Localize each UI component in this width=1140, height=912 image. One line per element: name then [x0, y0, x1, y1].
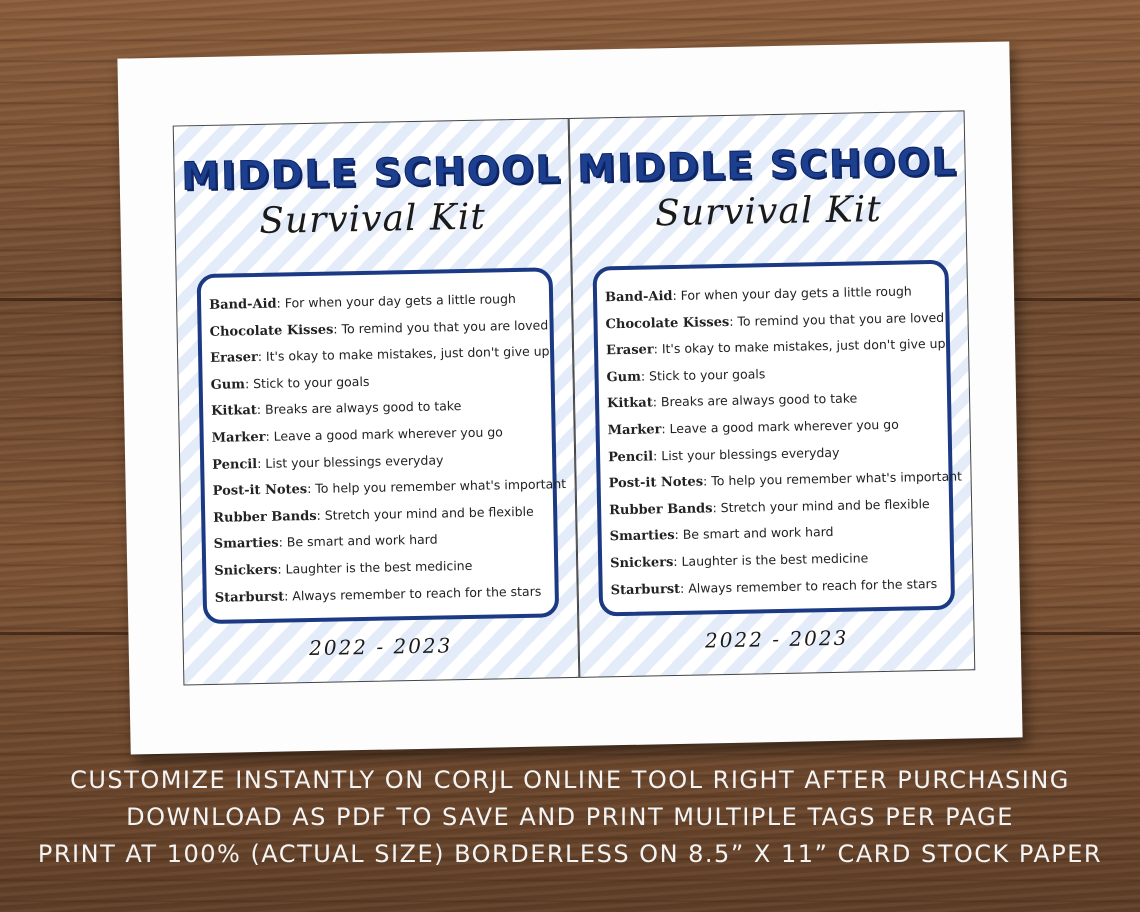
card-subtitle: Survival Kit — [654, 188, 883, 235]
list-item: Post-it Notes: To help you remember what's important — [608, 468, 963, 492]
list-item: Starburst: Always remember to reach for the stars — [610, 575, 938, 598]
item-list-box — [592, 260, 963, 617]
caption-line-2: DOWNLOAD AS PDF TO SAVE AND PRINT MULTIPLE TAGS PER PAGE — [126, 803, 1014, 831]
card-title: MIDDLE SCHOOL — [181, 147, 563, 199]
list-item: Smarties: Be smart and work hard — [213, 531, 438, 553]
list-item: Rubber Bands: Stretch your mind and be flexible — [213, 503, 534, 526]
school-year: 2022 - 2023 — [308, 633, 453, 661]
list-item: Band-Aid: For when your day gets a little rough — [604, 283, 912, 306]
list-item: Smarties: Be smart and work hard — [609, 524, 834, 545]
list-item: Marker: Leave a good mark wherever you go — [607, 416, 899, 439]
list-item: Starburst: Always remember to reach for the stars — [214, 583, 542, 606]
item-list-box — [197, 267, 567, 624]
survival-kit-card — [173, 118, 580, 685]
list-item: Post-it Notes: To help you remember what's important — [212, 476, 567, 500]
caption-line-3: PRINT AT 100% (ACTUAL SIZE) BORDERLESS ON 8.5” X 11” CARD STOCK PAPER — [37, 840, 1103, 868]
list-item: Snickers: Laughter is the best medicine — [610, 550, 869, 572]
card-title: MIDDLE SCHOOL — [577, 139, 959, 191]
list-item: Rubber Bands: Stretch your mind and be flexible — [609, 495, 930, 519]
list-item: Chocolate Kisses: To remind you that you are loved — [209, 316, 549, 340]
list-item: Eraser: It's okay to make mistakes, just don't give up — [210, 343, 550, 367]
school-year: 2022 - 2023 — [704, 625, 849, 653]
printable-sheet — [117, 42, 1022, 755]
list-item: Chocolate Kisses: To remind you that you are loved — [605, 309, 945, 332]
list-item: Pencil: List your blessings everyday — [608, 444, 840, 465]
list-item: Eraser: It's okay to make mistakes, just don't give up — [605, 335, 946, 359]
list-item: Kitkat: Breaks are always good to take — [211, 398, 462, 420]
list-item: Snickers: Laughter is the best medicine — [214, 557, 473, 579]
list-item: Band-Aid: For when your day gets a little rough — [209, 291, 516, 313]
list-item: Pencil: List your blessings everyday — [212, 452, 444, 473]
card-subtitle: Survival Kit — [258, 196, 487, 242]
list-item: Marker: Leave a good mark wherever you go — [211, 424, 503, 446]
list-item: Gum: Stick to your goals — [210, 373, 370, 393]
list-item: Gum: Stick to your goals — [606, 366, 766, 386]
survival-kit-card — [569, 110, 976, 677]
list-item: Kitkat: Breaks are always good to take — [606, 390, 858, 412]
caption-line-1: CUSTOMIZE INSTANTLY ON CORJL ONLINE TOOL RIGHT AFTER PURCHASING — [70, 766, 1070, 794]
